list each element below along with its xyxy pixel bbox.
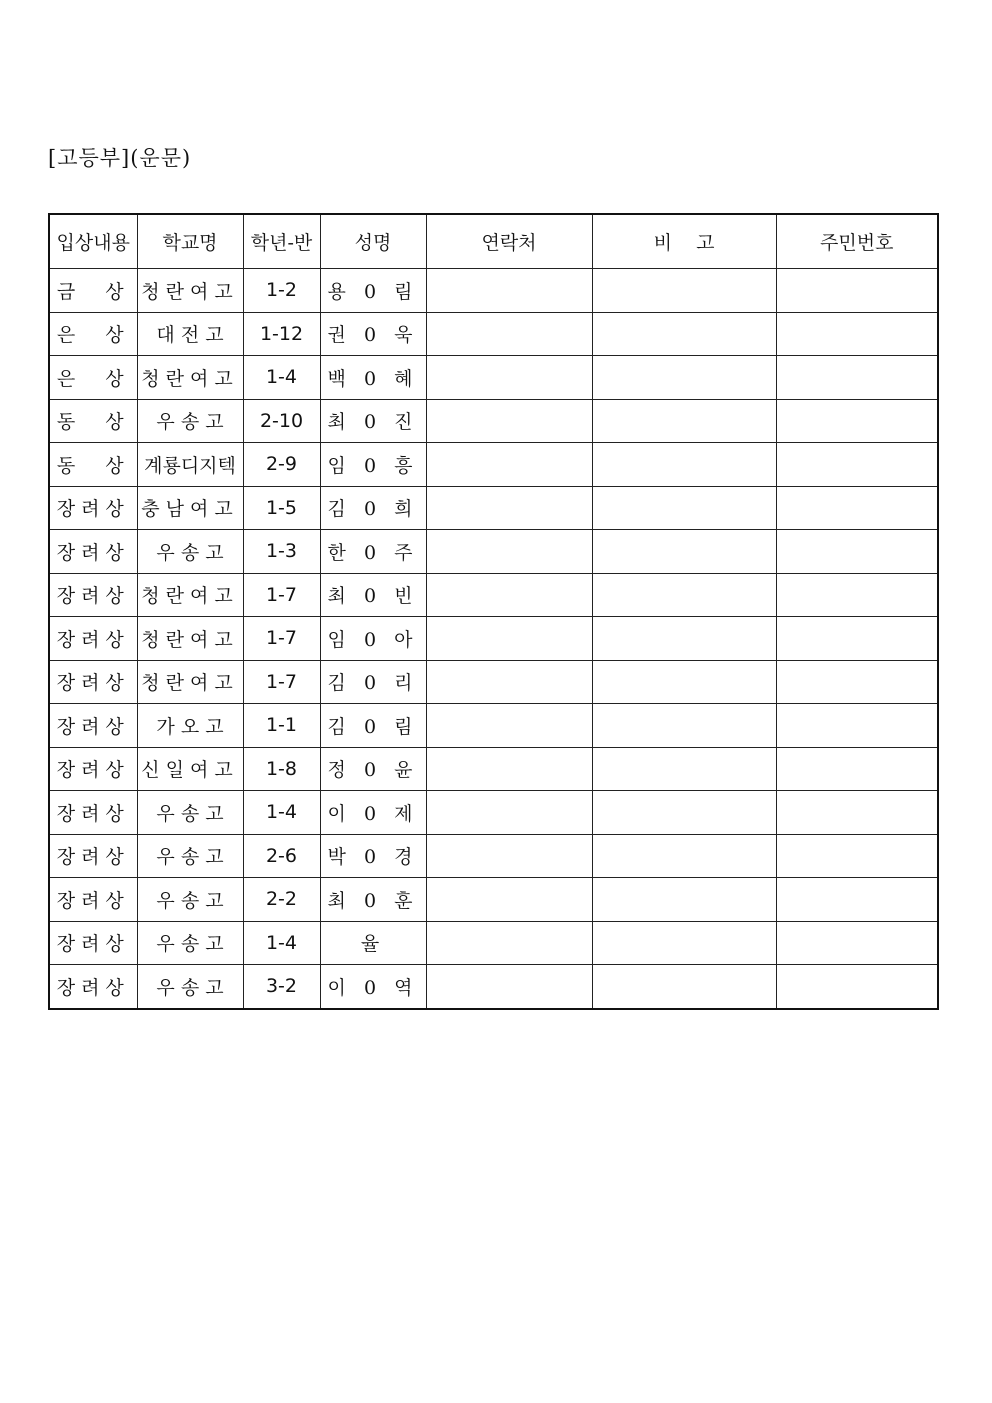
- cell-note: [592, 573, 776, 617]
- cell-name: 임 0 흥: [320, 443, 426, 487]
- cell-name: 이 0 제: [320, 791, 426, 835]
- cell-school: 청란여고: [137, 269, 243, 313]
- table-body: [49, 269, 938, 1009]
- cell-contact: [426, 660, 592, 704]
- cell-award: 은 상: [49, 356, 137, 400]
- cell-grade: 1-1: [243, 704, 320, 748]
- cell-note: [592, 617, 776, 661]
- table-row: [49, 617, 938, 661]
- table-row: [49, 530, 938, 574]
- cell-note: [592, 399, 776, 443]
- cell-id-number: [776, 704, 938, 748]
- cell-grade: 1-5: [243, 486, 320, 530]
- cell-award: 장려상: [49, 834, 137, 878]
- cell-id-number: [776, 312, 938, 356]
- cell-note: [592, 660, 776, 704]
- cell-note: [592, 704, 776, 748]
- cell-id-number: [776, 878, 938, 922]
- cell-contact: [426, 443, 592, 487]
- header-grade: 학년-반: [243, 214, 320, 269]
- cell-note: [592, 834, 776, 878]
- cell-name: 김 0 리: [320, 660, 426, 704]
- cell-award: 금 상: [49, 269, 137, 313]
- cell-award: 동 상: [49, 443, 137, 487]
- cell-grade: 2-10: [243, 399, 320, 443]
- cell-id-number: [776, 356, 938, 400]
- cell-grade: 1-4: [243, 791, 320, 835]
- cell-id-number: [776, 617, 938, 661]
- cell-note: [592, 965, 776, 1009]
- cell-school: 우 송 고: [137, 399, 243, 443]
- cell-contact: [426, 486, 592, 530]
- cell-school: 우 송 고: [137, 530, 243, 574]
- header-contact: 연락처: [426, 214, 592, 269]
- table-row: [49, 921, 938, 965]
- table-row: [49, 704, 938, 748]
- table-row: [49, 791, 938, 835]
- cell-name: 김 0 희: [320, 486, 426, 530]
- cell-name: 권 0 욱: [320, 312, 426, 356]
- cell-grade: 2-6: [243, 834, 320, 878]
- cell-note: [592, 486, 776, 530]
- cell-id-number: [776, 660, 938, 704]
- cell-grade: 2-9: [243, 443, 320, 487]
- cell-contact: [426, 878, 592, 922]
- cell-award: 장려상: [49, 747, 137, 791]
- cell-grade: 1-4: [243, 356, 320, 400]
- page-title: [고등부](운문): [48, 146, 192, 170]
- cell-contact: [426, 312, 592, 356]
- cell-grade: 1-4: [243, 921, 320, 965]
- cell-note: [592, 312, 776, 356]
- cell-school: 계룡디지텍: [137, 443, 243, 487]
- cell-contact: [426, 834, 592, 878]
- cell-award: 장려상: [49, 704, 137, 748]
- cell-grade: 1-12: [243, 312, 320, 356]
- cell-id-number: [776, 399, 938, 443]
- cell-note: [592, 443, 776, 487]
- cell-school: 대 전 고: [137, 312, 243, 356]
- cell-note: [592, 530, 776, 574]
- header-note: 비 고: [592, 214, 776, 269]
- cell-school: 청란여고: [137, 617, 243, 661]
- cell-id-number: [776, 486, 938, 530]
- table-row: [49, 399, 938, 443]
- cell-contact: [426, 747, 592, 791]
- cell-school: 우 송 고: [137, 921, 243, 965]
- cell-name: 최 0 훈: [320, 878, 426, 922]
- cell-school: 우 송 고: [137, 791, 243, 835]
- cell-grade: 1-7: [243, 617, 320, 661]
- cell-note: [592, 269, 776, 313]
- cell-award: 장려상: [49, 660, 137, 704]
- cell-id-number: [776, 791, 938, 835]
- table-row: [49, 834, 938, 878]
- cell-contact: [426, 791, 592, 835]
- cell-award: 장려상: [49, 617, 137, 661]
- cell-name: 백 0 혜: [320, 356, 426, 400]
- cell-name: 최 0 진: [320, 399, 426, 443]
- cell-name: 정 0 윤: [320, 747, 426, 791]
- cell-award: 장려상: [49, 921, 137, 965]
- table-row: [49, 573, 938, 617]
- table-row: [49, 269, 938, 313]
- cell-school: 가 오 고: [137, 704, 243, 748]
- cell-name: 임 0 아: [320, 617, 426, 661]
- cell-school: 청란여고: [137, 356, 243, 400]
- table-header-row: [49, 214, 938, 269]
- cell-grade: 3-2: [243, 965, 320, 1009]
- header-name: 성명: [320, 214, 426, 269]
- cell-id-number: [776, 443, 938, 487]
- cell-note: [592, 921, 776, 965]
- cell-award: 은 상: [49, 312, 137, 356]
- table-row: [49, 356, 938, 400]
- cell-award: 장려상: [49, 965, 137, 1009]
- cell-name: 박 0 경: [320, 834, 426, 878]
- cell-school: 청란여고: [137, 573, 243, 617]
- header-award: 입상내용: [49, 214, 137, 269]
- cell-grade: 2-2: [243, 878, 320, 922]
- cell-name: 최 0 빈: [320, 573, 426, 617]
- cell-name: 용 0 림: [320, 269, 426, 313]
- cell-contact: [426, 617, 592, 661]
- cell-contact: [426, 921, 592, 965]
- cell-award: 동 상: [49, 399, 137, 443]
- award-table: [48, 213, 939, 1010]
- cell-id-number: [776, 921, 938, 965]
- cell-contact: [426, 704, 592, 748]
- cell-name: 김 0 림: [320, 704, 426, 748]
- cell-name: 율: [320, 921, 426, 965]
- cell-contact: [426, 573, 592, 617]
- table-row: [49, 878, 938, 922]
- table-row: [49, 965, 938, 1009]
- cell-id-number: [776, 747, 938, 791]
- header-school: 학교명: [137, 214, 243, 269]
- cell-award: 장려상: [49, 791, 137, 835]
- cell-id-number: [776, 269, 938, 313]
- cell-school: 우 송 고: [137, 834, 243, 878]
- cell-contact: [426, 965, 592, 1009]
- cell-id-number: [776, 834, 938, 878]
- table-row: [49, 660, 938, 704]
- cell-school: 청란여고: [137, 660, 243, 704]
- cell-grade: 1-8: [243, 747, 320, 791]
- cell-contact: [426, 269, 592, 313]
- cell-school: 우 송 고: [137, 965, 243, 1009]
- cell-award: 장려상: [49, 530, 137, 574]
- cell-contact: [426, 356, 592, 400]
- cell-school: 신일여고: [137, 747, 243, 791]
- cell-note: [592, 878, 776, 922]
- cell-school: 우 송 고: [137, 878, 243, 922]
- cell-id-number: [776, 530, 938, 574]
- cell-award: 장려상: [49, 573, 137, 617]
- cell-award: 장려상: [49, 486, 137, 530]
- cell-award: 장려상: [49, 878, 137, 922]
- cell-id-number: [776, 965, 938, 1009]
- cell-name: 한 0 주: [320, 530, 426, 574]
- cell-note: [592, 791, 776, 835]
- cell-name: 이 0 역: [320, 965, 426, 1009]
- cell-contact: [426, 530, 592, 574]
- cell-note: [592, 747, 776, 791]
- cell-school: 충남여고: [137, 486, 243, 530]
- table-row: [49, 747, 938, 791]
- cell-grade: 1-7: [243, 573, 320, 617]
- cell-grade: 1-2: [243, 269, 320, 313]
- table-row: [49, 486, 938, 530]
- cell-note: [592, 356, 776, 400]
- cell-grade: 1-7: [243, 660, 320, 704]
- cell-grade: 1-3: [243, 530, 320, 574]
- table-row: [49, 312, 938, 356]
- table-row: [49, 443, 938, 487]
- header-id-number: 주민번호: [776, 214, 938, 269]
- cell-id-number: [776, 573, 938, 617]
- cell-contact: [426, 399, 592, 443]
